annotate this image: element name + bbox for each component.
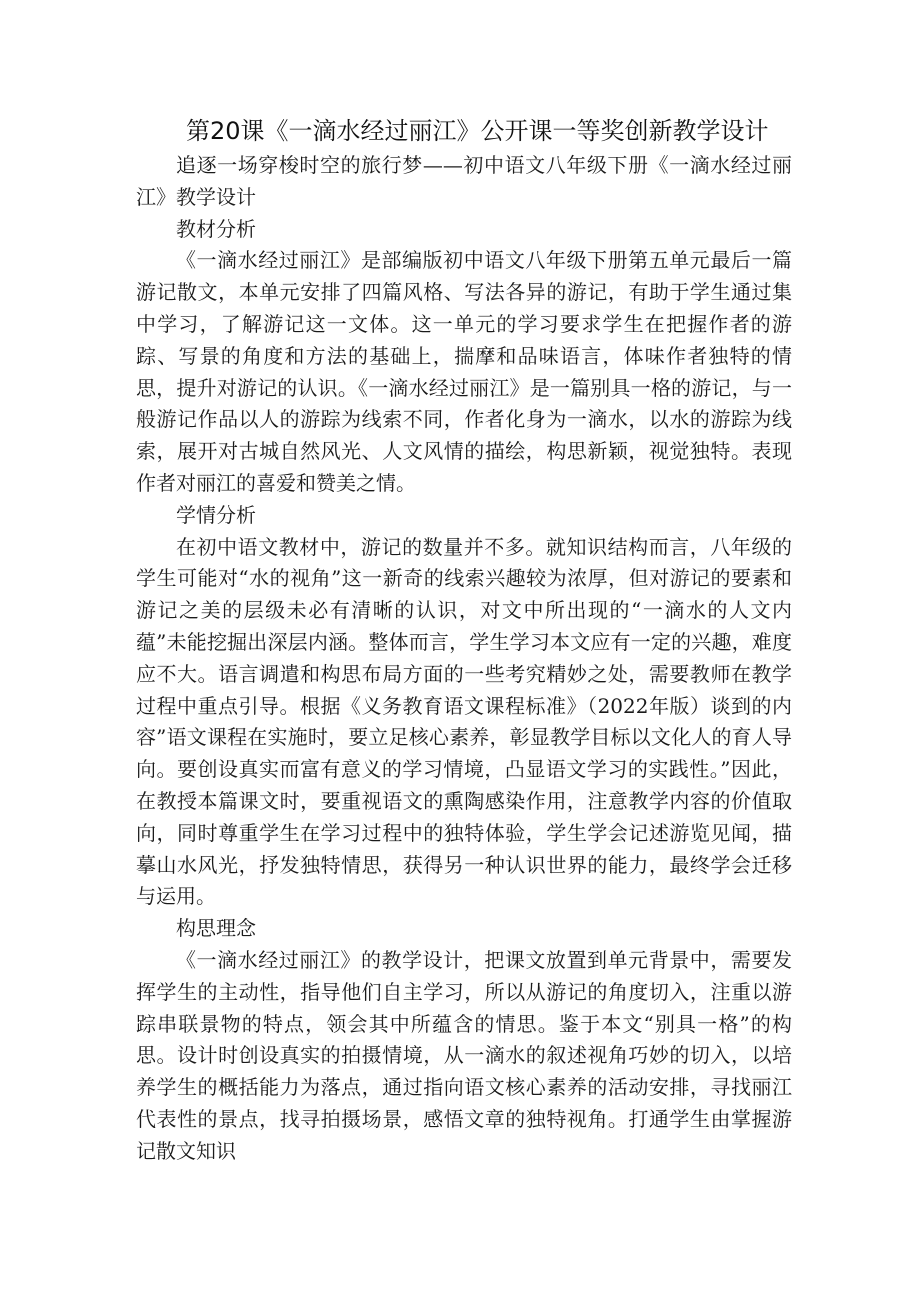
section-body-design-concept: 《一滴水经过丽江》的教学设计，把课文放置到单元背景中，需要发挥学生的主动性，指导他们自主学习，所以从游记的角度切入，注重以游踪串联景物的特点，领会其中所蕴含的情思。鉴于本文“别具一格”的构思。设计时创设真实的拍摄情境，从一滴水的叙述视角巧妙的切入，以培养学生的概括能力为落点，通过指向语文核心素养的活动安排，寻找丽江代表性的景点，找寻拍摄场景，感悟文章的独特视角。打通学生由掌握游记散文知识: [136, 947, 792, 1163]
section-heading-design-concept: 构思理念: [176, 916, 256, 941]
section-heading-textbook-analysis: 教材分析: [176, 216, 256, 241]
section-heading-student-analysis: 学情分析: [176, 502, 256, 527]
section-body-student-analysis: 在初中语文教材中，游记的数量并不多。就知识结构而言，八年级的学生可能对“水的视角”这一新奇的线索兴趣较为浓厚，但对游记的要素和游记之美的层级未必有清晰的认识，对文中所出现的“一滴水的人文内蕴”未能挖掘出深层内涵。整体而言，学生学习本文应有一定的兴趣，难度应不大。语言调遣和构思布局方面的一些考究精妙之处，需要教师在教学过程中重点引导。根据《义务教育语文课程标准》（2022年版）谈到的内容”语文课程在实施时，要立足核心素养，彰显教学目标以文化人的育人导向。要创设真实而富有意义的学习情境，凸显语文学习的实践性。”因此，在教授本篇课文时，要重视语文的熏陶感染作用，注意教学内容的价值取向，同时尊重学生在学习过程中的独特体验，学生学会记述游览见闻，描摹山水风光，抒发独特情思，获得另一种认识世界的能力，最终学会迁移与运用。: [136, 534, 792, 909]
document-title: 第20课《一滴水经过丽江》公开课一等奖创新教学设计: [186, 117, 769, 145]
document-body: [136, 150, 792, 1168]
section-body-textbook-analysis: 《一滴水经过丽江》是部编版初中语文八年级下册第五单元最后一篇游记散文，本单元安排了四篇风格、写法各异的游记，有助于学生通过集中学习，了解游记这一文体。这一单元的学习要求学生在把握作者的游踪、写景的角度和方法的基础上，揣摩和品味语言，体味作者独特的情思，提升对游记的认识。《一滴水经过丽江》是一篇别具一格的游记，与一般游记作品以人的游踪为线索不同，作者化身为一滴水，以水的游踪为线索，展开对古城自然风光、人文风情的描绘，构思新颖，视觉独特。表现作者对丽江的喜爱和赞美之情。: [136, 248, 792, 495]
document-subtitle: 追逐一场穿梭时空的旅行梦——初中语文八年级下册《一滴水经过丽江》教学设计: [136, 153, 792, 209]
